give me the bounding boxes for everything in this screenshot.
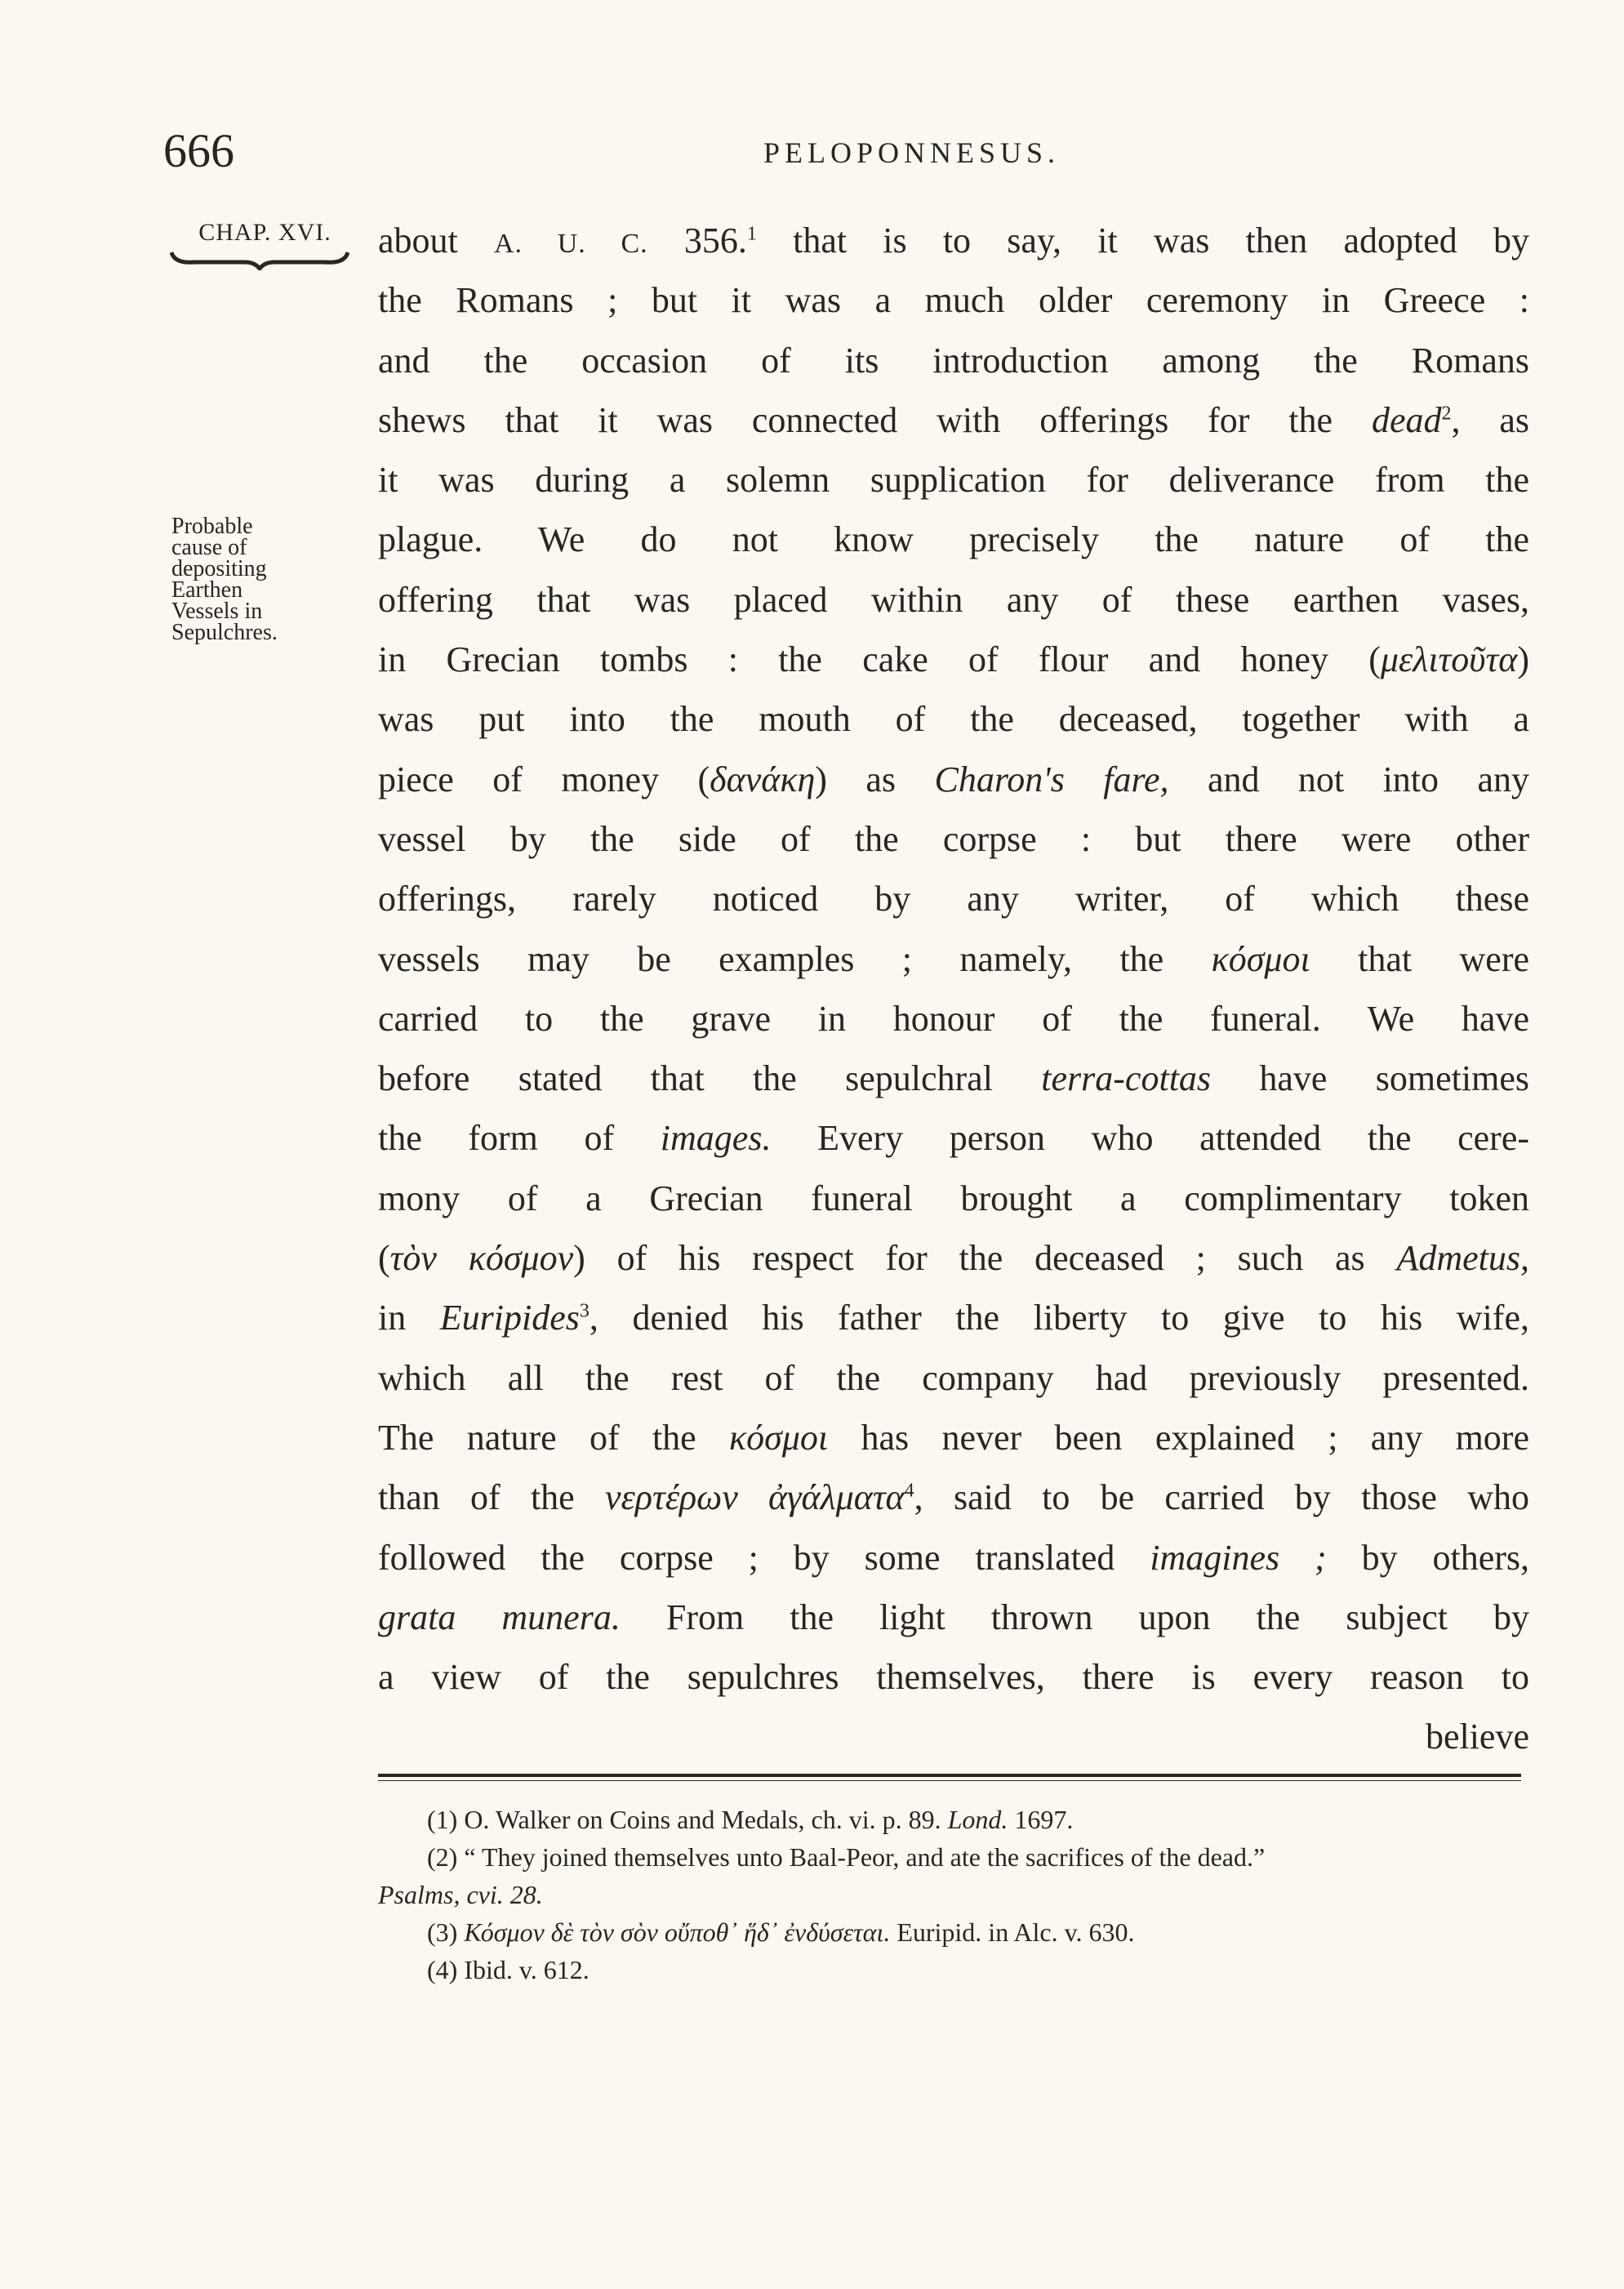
- text-line: offering that was placed within any of these earthen vases,: [378, 579, 1529, 620]
- text-line: the form of images. Every person who attended the cere-: [378, 1118, 1529, 1159]
- text-line: vessel by the side of the corpse : but there were other: [378, 818, 1529, 859]
- text-line: grata munera. From the light thrown upon the subject by: [378, 1597, 1530, 1637]
- text-line: plague. We do not know precisely the nature of the: [378, 519, 1529, 560]
- chapter-label: CHAP. XVI.: [198, 219, 331, 246]
- text-line: vessels may be examples ; namely, the κόσμοι that were: [378, 938, 1529, 979]
- text-line: a view of the sepulchres themselves, there is every reason to: [378, 1657, 1529, 1698]
- text-line: in Grecian tombs : the cake of flour and honey (μελιτοῦτα): [378, 639, 1529, 680]
- footnotes: [378, 1801, 1529, 1988]
- text-line: offerings, rarely noticed by any writer, of which these: [378, 879, 1529, 920]
- page-number: 666: [163, 124, 234, 177]
- text-line: carried to the grave in honour of the funeral. We have: [378, 998, 1529, 1039]
- chapter-brace-ornament: [170, 249, 349, 270]
- text-line: which all the rest of the company had previously presented.: [378, 1357, 1529, 1398]
- footnote: (3) Κόσμον δὲ τὸν σὸν οὔποθ᾽ ἥδ᾽ ἐνδύσεται. Euripid. in Alc. v. 630.: [427, 1917, 1135, 1947]
- footnote: (1) O. Walker on Coins and Medals, ch. vi. p. 89. Lond. 1697.: [427, 1805, 1074, 1834]
- sidenote-line: Probable: [171, 514, 253, 539]
- text-line: about A. U. C. 356.$^1$ that is to say, it was then adopted by: [378, 220, 1530, 261]
- sidenote-line: Vessels in: [171, 599, 263, 624]
- sidenote-line: cause of: [171, 535, 247, 560]
- footnote: (4) Ibid. v. 612.: [427, 1955, 590, 1984]
- text-line: followed the corpse ; by some translated imagines ; by others,: [378, 1537, 1530, 1578]
- body-text: [378, 211, 1529, 1767]
- footnote-continued: Psalms, cvi. 28.: [378, 1880, 543, 1909]
- footnote: (2) “ They joined themselves unto Baal-Peor, and ate the sacrifices of the dead.”: [427, 1842, 1266, 1872]
- text-line: the Romans ; but it was a much older ceremony in Greece :: [378, 280, 1529, 321]
- text-line: in Euripides$^3$, denied his father the liberty to give to his wife,: [378, 1298, 1529, 1338]
- running-title: PELOPONNESUS.: [763, 136, 1061, 169]
- catchword: believe: [1425, 1717, 1529, 1757]
- text-line: mony of a Grecian funeral brought a complimentary token: [378, 1178, 1529, 1218]
- text-line: than of the νερτέρων ἀγάλματα$^4$, said to be carried by those who: [378, 1477, 1529, 1518]
- text-line: it was during a solemn supplication for deliverance from the: [378, 460, 1529, 501]
- footnote-rule: [378, 1774, 1521, 1777]
- text-line: The nature of the κόσμοι has never been explained ; any more: [378, 1417, 1529, 1458]
- sidenote: [171, 516, 335, 644]
- text-line: piece of money (δανάκη) as Charon's fare, and not into any: [378, 759, 1529, 799]
- text-line: was put into the mouth of the deceased, together with a: [378, 699, 1529, 740]
- footnote-rule-thin: [378, 1780, 1521, 1781]
- sidenote-line: depositing: [171, 556, 267, 581]
- text-line: before stated that the sepulchral terra-cottas have sometimes: [378, 1058, 1530, 1099]
- text-line: shews that it was connected with offerings for the dead$^2$, as: [378, 399, 1529, 440]
- sidenote-line: Earthen: [171, 577, 243, 603]
- text-line: and the occasion of its introduction among the Romans: [378, 340, 1529, 381]
- sidenote-line: Sepulchres.: [171, 620, 278, 645]
- text-line: (τὸν κόσμον) of his respect for the deceased ; such as Admetus,: [378, 1238, 1529, 1279]
